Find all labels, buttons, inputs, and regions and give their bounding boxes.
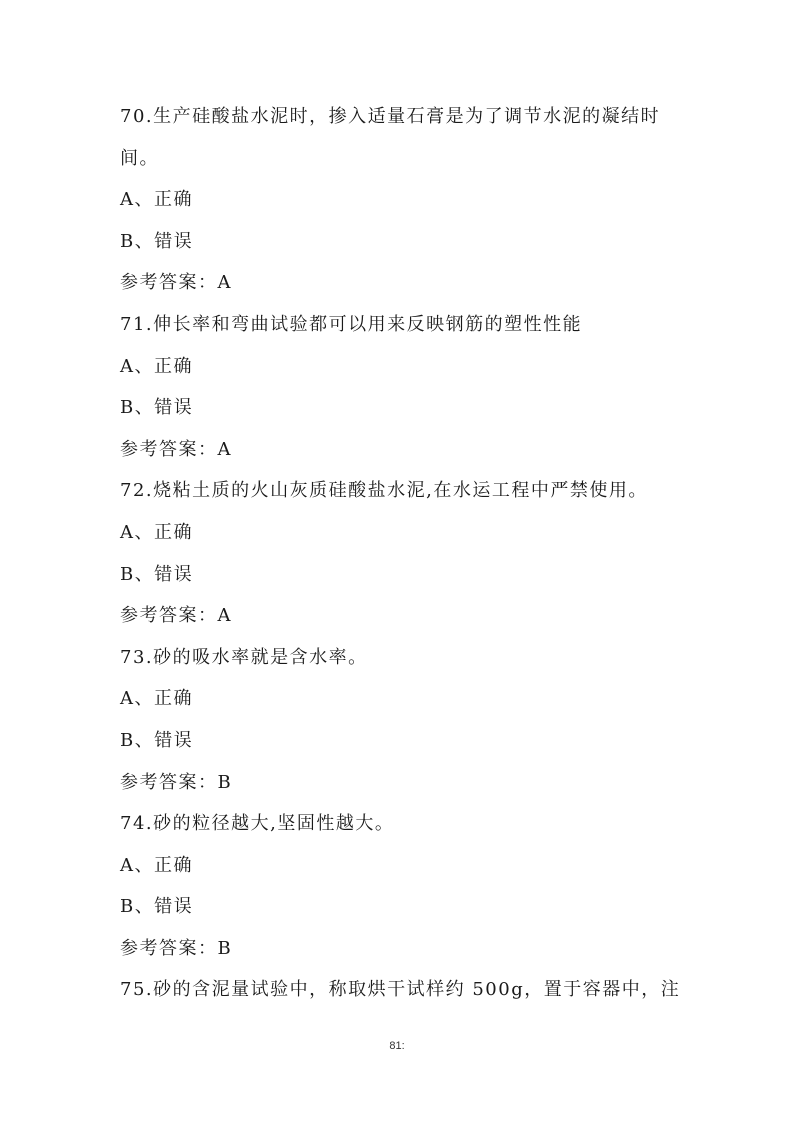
option-a: A、正确 (120, 854, 193, 876)
option-b: B、错误 (120, 397, 194, 419)
question-list (120, 96, 680, 1011)
reference-answer: 参考答案：B (120, 937, 233, 959)
reference-answer: 参考答案：A (120, 605, 232, 627)
question-stem: 间。 (120, 147, 159, 169)
option-a: A、正确 (120, 355, 193, 377)
question-stem: 75.砂的含泥量试验中，称取烘干试样约 500g，置于容器中，注 (120, 979, 681, 1001)
option-a: A、正确 (120, 521, 193, 543)
reference-answer: 参考答案：B (120, 771, 233, 793)
option-a: A、正确 (120, 189, 193, 211)
option-a: A、正确 (120, 688, 193, 710)
question-stem: 73.砂的吸水率就是含水率。 (120, 646, 368, 668)
question-stem: 70.生产硅酸盐水泥时，掺入适量石膏是为了调节水泥的凝结时 (120, 106, 661, 127)
option-b: B、错误 (120, 896, 194, 918)
reference-answer: 参考答案：A (120, 272, 232, 294)
question-stem: 72.烧粘土质的火山灰质硅酸盐水泥,在水运工程中严禁使用。 (120, 480, 648, 502)
reference-answer: 参考答案：A (120, 438, 232, 460)
question-stem: 74.砂的粒径越大,坚固性越大。 (120, 813, 395, 835)
option-b: B、错误 (120, 230, 194, 252)
page-number: 81: (389, 1040, 405, 1052)
option-b: B、错误 (120, 729, 194, 751)
option-b: B、错误 (120, 563, 194, 585)
question-stem: 71.伸长率和弯曲试验都可以用来反映钢筋的塑性性能 (120, 313, 583, 335)
